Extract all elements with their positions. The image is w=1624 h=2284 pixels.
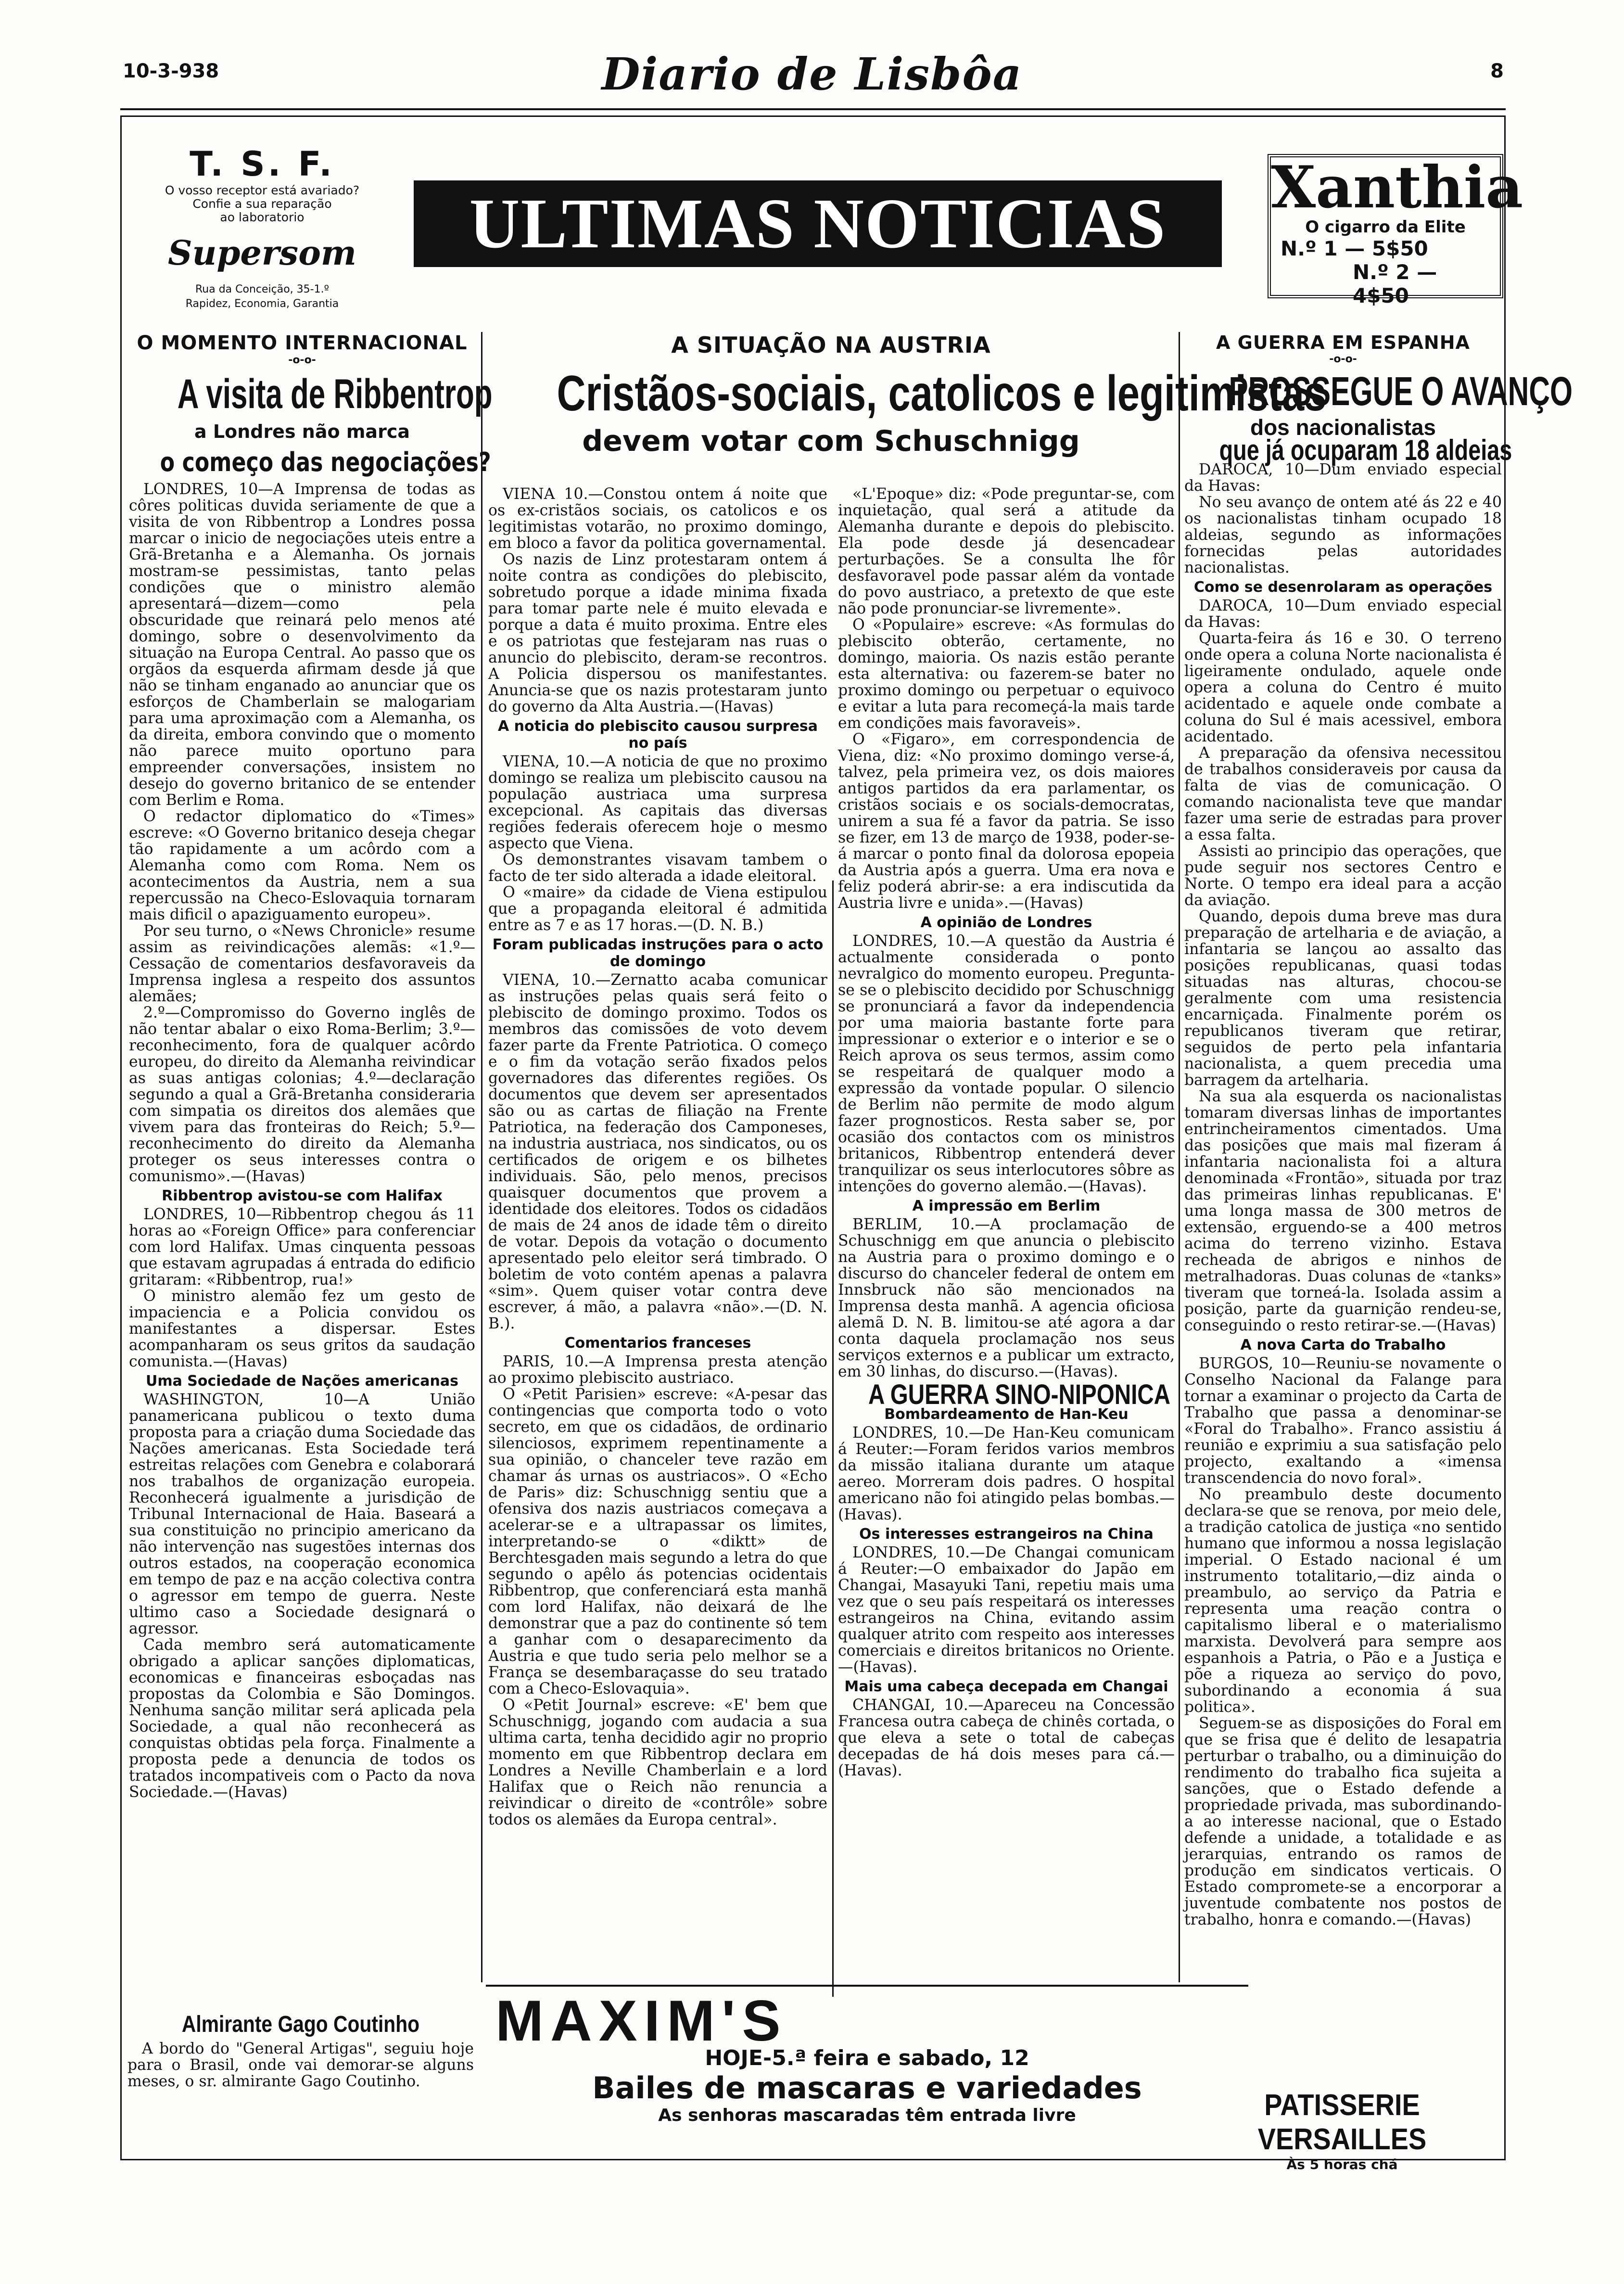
mid-column xyxy=(838,486,1175,1779)
center-column xyxy=(488,486,827,1828)
article-paragraph: O «Figaro», em correspondencia de Viena, diz: «No proximo domingo verse-á, talvez, pela primeira vez, os dois maiores antigos partidos da era parlamentar, os cristãos sociais e os socials-democratas, unirem a sua fé a favor da patria. Se isso se fizer, em 13 de março de 1938, poder-se-á marcar o ponto final da dolorosa epopeia da Austria após a guerra. Uma era nova e feliz poderá abrir-se: a era indiscutida da Austria livre e unida».—(Havas) xyxy=(838,731,1175,912)
article-paragraph: Por seu turno, o «News Chronicle» resume assim as reivindicações alemãs: «1.º—Cessação de comentarios desfavoraveis da Imprensa inglesa a respeito dos assuntos alemães; xyxy=(129,922,475,1005)
article-paragraph: O ministro alemão fez um gesto de impaciencia e a Policia convidou os manifestantes a dispersar. Estes acompanharam os seus gritos da saudação comunista.—(Havas) xyxy=(129,1288,475,1370)
article-paragraph: O «Populaire» escreve: «As formulas do plebiscito obterão, certamente, no domingo, maioria. Os nazis estão perante esta alternativa: ou fazerem-se bater no proximo domingo ou perpetuar o equivoco e evitar a luta para recomeçá-la mais tarde em condições mais favoraveis». xyxy=(838,616,1175,732)
article-paragraph: 2.º—Compromisso do Governo inglês de não tentar abalar o eixo Roma-Berlim; 3.º—reconhecimento, fora de qualquer acôrdo europeu, do direito da Alemanha reivindicar as suas antigas colonias; 4.º—declaração segundo a qual a Grã-Bretanha consideraria com simpatia os direitos dos alemães que vivem para das fronteiras do Reich; 5.º—reconhecimento do direito da Alemanha proteger os seus interesses contra o comunismo».—(Havas) xyxy=(129,1004,475,1185)
article-paragraph: BURGOS, 10—Reuniu-se novamente o Conselho Nacional da Falange para tornar a examinar o projecto da Carta de Trabalho que passa a denominar-se «Foral do Trabalho». Franco assistiu á reunião e exprimiu a sua satisfação pelo projecto, exaltando a «imensa transcendencia do novo foral». xyxy=(1184,1355,1502,1487)
left-subhead-2: o começo das negociações? xyxy=(160,447,491,477)
xanthia-price2: N.º 2 — 4$50 xyxy=(1353,260,1437,307)
patisserie-line1: Às 5 horas chá xyxy=(1286,2156,1398,2172)
article-paragraph: No preambulo deste documento declara-se que se renova, por meio dele, a tradição catolica de justiça «no sentido humano que informou a nossa legislação imperial. O Estado nacional é um instrumento totalitario,—diz ainda o preambulo, ao serviço da Patria e representa uma reação contra o capitalismo liberal e o materialismo marxista. Devolverá para sempre aos espanhois a Patria, o Pão e a Justiça e põe a riqueza ao serviço do povo, subordinando a economia á sua politica». xyxy=(1184,1486,1502,1716)
article-paragraph: BERLIM, 10.—A proclamação de Schuschnigg em que anuncia o plebiscito na Austria para o proximo domingo e o discurso do chanceler federal de ontem em Innsbruck não são mencionados na Imprensa desta manhã. A agencia oficiosa alemã D. N. B. limitou-se até agora a dar conta daquela proclamação nos seus serviços externos e a publicar um extracto, em 30 linhas, do discurso.—(Havas). xyxy=(838,1216,1175,1380)
article-paragraph: Cada membro será automaticamente obrigado a aplicar sanções diplomaticas, economicas e financeiras esboçadas nas propostas da Colombia e São Domingos. Nenhuma sanção militar será aplicada pela Sociedade, a qual não reconhecerá as conquistas obtidas pela força. Finalmente a proposta pede a denuncia de todos os tratados incompativeis com o Pacto da nova Sociedade.—(Havas) xyxy=(129,1636,475,1801)
almirante-text: A bordo do "General Artigas", seguiu hoje para o Brasil, onde vai demorar-se alguns meses, o sr. almirante Gago Coutinho. xyxy=(127,2040,474,2090)
newspaper-masthead: Diario de Lisbôa xyxy=(601,48,1023,100)
article-subheading: Comentarios franceses xyxy=(564,1335,751,1352)
article-paragraph: LONDRES, 10.—A questão da Austria é actualmente considerada o ponto nevralgico do momento europeu. Pregunta-se se o plebiscito decidido por Schuschnigg se pronunciará a favor da independencia por uma maioria bastante forte para impressionar o exterior e o interior e se o Reich aprova os seus termos, assim como se respeitará de qualquer modo a expressão da vontade popular. O silencio de Berlim não permite de modo algum fazer prognosticos. Resta saber se, por ocasião dos contactos com os ministros britanicos, Ribbentrop entenderá dever tranquilizar os seus interlocutores sôbre as intenções do governo alemão.—(Havas). xyxy=(838,932,1175,1195)
section-ornament: -o-o- xyxy=(1329,353,1357,365)
right-headline: PROSSEGUE O AVANÇO xyxy=(1229,369,1573,414)
article-paragraph: O «maire» da cidade de Viena estipulou que a propaganda eleitoral é admitida entre as 7 e as 17 horas.—(D. N. B.) xyxy=(488,884,827,934)
tsf-brand: Supersom xyxy=(168,233,356,273)
banner-text: ULTIMAS NOTICIAS xyxy=(469,184,1167,263)
left-subhead-1: a Londres não marca xyxy=(194,421,410,442)
article-subheading: Os interesses estrangeiros na China xyxy=(859,1526,1154,1543)
article-subheading: Bombardeamento de Han-Keu xyxy=(884,1406,1129,1423)
article-paragraph: O redactor diplomatico do «Times» escreve: «O Governo britanico deseja chegar tão rapidamente a um acôrdo com a Alemanha como com Roma. Nem os acontecimentos da Austria, nem a sua repercussão na Checo-Eslovaquia tornaram mais dificil o apaziguamento europeu». xyxy=(129,808,475,923)
xanthia-advert xyxy=(1268,153,1523,307)
left-headline: A visita de Ribbentrop xyxy=(177,371,493,417)
article-paragraph: O «Petit Journal» escreve: «E' bem que Schuschnigg, jogando com audacia a sua ultima carta, tenha decidido agir no proprio momento em que Ribbentrop declara em Londres a Neville Chamberlain e a lord Halifax que o Reich não renuncia a reivindicar o direito de «contrôle» sobre todos os alemães da Europa central». xyxy=(488,1697,827,1828)
left-column xyxy=(129,332,493,1801)
article-paragraph: Assisti ao principio das operações, que pude seguir nos sectores Centro e Norte. O tempo era ideal para a acção da aviação. xyxy=(1184,842,1502,909)
center-headline: Cristãos-sociais, catolicos e legitimistas xyxy=(557,366,1327,421)
center-section-title: A SITUAÇÃO NA AUSTRIA xyxy=(671,332,991,358)
masthead-rule xyxy=(120,108,1506,110)
article-paragraph: LONDRES, 10—Ribbentrop chegou ás 11 horas ao «Foreign Office» para conferenciar com lord Halifax. Umas cinquenta pessoas que estavam agrupadas á entrada do edificio gritaram: «Ribbentrop, rua!» xyxy=(129,1206,475,1289)
article-paragraph: No seu avanço de ontem até ás 22 e 40 os nacionalistas tinham ocupado 18 aldeias, segundo as informações fornecidas pelas autoridades nacionalistas. xyxy=(1184,494,1502,576)
article-paragraph: LONDRES, 10—A Imprensa de todas as côres politicas duvida seriamente de que a visita de von Ribbentrop a Londres possa marcar o inicio de negociações uteis entre a Grã-Bretanha e a Alemanha. Os jornais mostram-se pessimistas, tanto pelas condições que o ministro alemão apresentará—dizem—como pela obscuridade que reinará pelo menos até domingo, sobre o desenvolvimento da situação na Europa Central. Ao passo que os orgãos da esquerda afirmam desde já que não se tinham enganado ao anunciar que os esforços de Chamberlain se malogariam para uma aproximação com a Alemanha, os da direita, embora convindo que o momento não parece muito oportuno para empreender conversações, insistem no desejo do governo britanico de se entender com Berlim e Roma. xyxy=(129,481,475,809)
article-paragraph: PARIS, 10.—A Imprensa presta atenção ao proximo plebiscito austriaco. xyxy=(488,1353,827,1387)
article-paragraph: Quando, depois duma breve mas dura preparação de artelharia e de aviação, a infantaria se lançou ao assalto das posições republicanas, quasi todas situadas nas alturas, chocou-se geralmente com uma resistencia encarniçada. Finalmente porém os republicanos tiveram que retirar, seguidos de perto pela infantaria nacionalista, a quem precedia uma barragem da artelharia. xyxy=(1184,908,1502,1089)
article-paragraph: A preparação da ofensiva necessitou de trabalhos consideraveis por causa da falta de vias de comunicação. O comando nacionalista teve que mandar fazer uma serie de estradas para prover a essa falta. xyxy=(1184,744,1502,843)
page-number: 8 xyxy=(1490,60,1504,82)
article-paragraph: O «Petit Parisien» escreve: «A-pesar das contingencias que comporta todo o voto secreto, em que os cidadãos, de ordinario silenciosos, exprimem repentinamente a sua opinião, o chanceler teve razão em chamar ás urnas os austriacos». O «Echo de Paris» diz: Schuschnigg sentiu que a ofensiva dos nazis austriacos começava a acelerar-se e a ultrapassar os limites, interpretando-se o «diktt» de Berchtesgaden mais segundo a letra do que segundo o apêlo ás potencias ocidentais Ribbentrop, que conferenciará esta manhã com lord Halifax, não deixará de lhe demonstrar que a paz do continente só tem a ganhar com o desaparecimento da Austria e que tudo seria pelo melhor se a França se desembaraçasse do seu tratado com a Checo-Eslovaquia». xyxy=(488,1386,827,1697)
tsf-advert xyxy=(123,144,402,311)
section-ornament: -o-o- xyxy=(288,354,316,366)
tsf-slogan: Rapidez, Economia, Garantia xyxy=(185,298,339,310)
almirante-notice xyxy=(127,2011,474,2090)
right-section-title: A GUERRA EM ESPANHA xyxy=(1216,332,1470,353)
xanthia-tagline: O cigarro da Elite xyxy=(1305,217,1466,237)
maxims-brand: MAXIM'S xyxy=(495,1989,787,2053)
center-header xyxy=(488,332,1327,458)
latest-news-banner xyxy=(414,180,1222,267)
column-rule xyxy=(1179,332,1180,1982)
article-subheading: Mais uma cabeça decepada em Changai xyxy=(844,1678,1168,1695)
patisserie-advert xyxy=(1188,2088,1496,2172)
article-subheading: A opinião de Londres xyxy=(920,914,1092,931)
article-subheading: A noticia do plebiscito causou surpresa no país xyxy=(497,718,818,752)
article-paragraph: Quarta-feira ás 16 e 30. O terreno onde opera a coluna Norte nacionalista é ligeiramente ondulado, aquele onde opera a coluna do Centro é muito acidentado e aquele onde combate a coluna do Sul é mais acessivel, embora acidentado. xyxy=(1184,630,1502,745)
xanthia-brand: Xanthia xyxy=(1271,153,1523,221)
article-subheading: Foram publicadas instruções para o acto de domingo xyxy=(492,936,824,970)
article-paragraph: Os demonstrantes visavam tambem o facto de ter sido alterada a idade eleitoral. xyxy=(488,851,827,885)
maxims-line2: Bailes de mascaras e variedades xyxy=(592,2070,1142,2105)
article-paragraph: Na sua ala esquerda os nacionalistas tomaram diversas linhas de importantes entrincheiramentos cimentados. Uma das posições que mais mal fizeram á infantaria nacionalista foi a altura denominada «Frontão», situada por traz das primeiras linhas republicanas. E' uma longa massa de 300 metros de extensão, erguendo-se a 400 metros acima do terreno vizinho. Estava recheada de abrigos e ninhos de metralhadoras. Duas colunas de «tanks» tiveram que torneá-la. Isolada assim a posição, parte da guarnição rendeu-se, conseguindo o resto retirar-se.—(Havas) xyxy=(1184,1088,1502,1334)
article-paragraph: Os nazis de Linz protestaram ontem á noite contra as condições do plebiscito, sobretudo porque a idade minima fixada para tomar parte nele é muito elevada e porque a data é muito proxima. Entre eles e os patriotas que festejaram nas ruas o anuncio do plebiscito, deram-se recontros. A Policia dispersou os manifestantes. Anuncia-se que os nazis protestaram junto do governo da Alta Austria.—(Havas) xyxy=(488,551,827,715)
article-subheading: Ribbentrop avistou-se com Halifax xyxy=(162,1187,443,1204)
page-date: 10-3-938 xyxy=(123,60,219,82)
maxims-line1: HOJE-5.ª feira e sabado, 12 xyxy=(705,2046,1029,2070)
tsf-title: T. S. F. xyxy=(190,144,335,184)
center-subhead: devem votar com Schuschnigg xyxy=(582,424,1080,458)
article-paragraph: VIENA 10.—Constou ontem á noite que os ex-cristãos sociais, os catolicos e os legitimistas votarão, no proximo domingo, em bloco a favor da politica governamental. xyxy=(488,485,827,552)
article-subheading: A nova Carta do Trabalho xyxy=(1240,1337,1446,1353)
article-paragraph: «L'Epoque» diz: «Pode preguntar-se, com inquietação, qual será a atitude da Alemanha durante e depois do plebiscito. Ela pode desde já desencadear perturbações. Se a consulta lhe fôr desfavoravel pode passar além da vontade do povo austriaco, a pretexto de que este não pode pronunciar-se livremente». xyxy=(838,485,1175,617)
maxims-line3: As senhoras mascaradas têm entrada livre xyxy=(658,2105,1076,2125)
almirante-title: Almirante Gago Coutinho xyxy=(181,2012,420,2037)
patisserie-brand: PATISSERIE VERSAILLES xyxy=(1257,2089,1427,2156)
right-column xyxy=(1184,332,1573,1928)
article-paragraph: LONDRES, 10.—De Han-Keu comunicam á Reuter:—Foram feridos varios membros da missão italiana durante um ataque aereo. Morreram dois padres. O hospital americano não foi atingido pelas bombas.—(Havas). xyxy=(838,1424,1175,1523)
article-paragraph: DAROCA, 10—Dum enviado especial da Havas: xyxy=(1184,461,1502,495)
tsf-line3: ao laboratorio xyxy=(220,210,304,224)
xanthia-price1: N.º 1 — 5$50 xyxy=(1281,237,1428,260)
maxims-advert xyxy=(486,1989,1248,2125)
tsf-line1: O vosso receptor está avariado? xyxy=(165,183,360,197)
article-paragraph: CHANGAI, 10.—Apareceu na Concessão Francesa outra cabeça de chinês cortada, o que eleva a sete o total de cabeças decepadas de há dois meses para cá.—(Havas). xyxy=(838,1697,1175,1779)
article-paragraph: LONDRES, 10.—De Changai comunicam á Reuter:—O embaixador do Japão em Changai, Masayuki Tani, repetiu mais uma vez que o seu país respeitará os interesses estrangeiros na China, evitando assim qualquer atrito com respeito aos interesses comerciais e direitos britanicos no Oriente.—(Havas). xyxy=(838,1544,1175,1676)
article-paragraph: VIENA, 10.—Zernatto acaba comunicar as instruções pelas quais será feito o plebiscito de domingo proximo. Todos os membros das comissões de voto devem fazer parte da Frente Patriotica. O começo e o fim da votação serão fixados pelos governadores das diferentes regiões. Os documentos que devem ser apresentados são ou as cartas de filiação na Frente Patriotica, na federação dos Camponeses, na industria austriaca, nos sindicatos, ou os certificados de origem e os bilhetes individuais. São, pelo menos, precisos quaisquer documentos que provem a identidade dos eleitores. Todos os cidadãos de mais de 24 anos de idade têm o direito de votar. Depois da votação o documento apresentado pelo eleitor será timbrado. O boletim de voto contém apenas a palavra «sim». Quem quiser votar contra deve escrever, á mão, a palavra «não».—(D. N. B.). xyxy=(488,971,827,1332)
article-paragraph: DAROCA, 10—Dum enviado especial da Havas: xyxy=(1184,597,1502,631)
right-subhead-1: dos nacionalistas xyxy=(1250,415,1436,440)
article-paragraph: VIENA, 10.—A noticia de que no proximo domingo se realiza um plebiscito causou na população austriaca uma surpresa excepcional. As capitais das diversas regiões federais oferecem hoje o mesmo aspecto que Viena. xyxy=(488,753,827,852)
left-section-title: O MOMENTO INTERNACIONAL xyxy=(137,332,468,354)
article-subheading: Como se desenrolaram as operações xyxy=(1193,579,1493,596)
column-rule xyxy=(832,880,834,1997)
column-rule xyxy=(481,332,482,1982)
article-subheading: Uma Sociedade de Nações americanas xyxy=(146,1373,458,1390)
tsf-address: Rua da Conceição, 35-1.º xyxy=(195,283,329,295)
right-subhead-2: que já ocuparam 18 aldeias xyxy=(1219,434,1512,466)
article-paragraph: WASHINGTON, 10—A União panamericana publicou o texto duma proposta para a criação duma Sociedade das Nações americanas. Esta Sociedade terá estreitas relações com Genebra e colaborará nos trabalhos de organização europeia. Reconhecerá igualmente a jurisdição de Tribunal Internacional de Haia. Baseará a sua constituição no principio americano da não intervenção nas sugestões internas dos outros estados, na cooperação economica em tempo de paz e na acção colectiva contra o agressor em tempo de guerra. Neste ultimo caso a Sociedade designará o agressor. xyxy=(129,1391,475,1637)
tsf-line2: Confie a sua reparação xyxy=(192,197,332,211)
war-headline: A GUERRA SINO-NIPONICA xyxy=(868,1379,1170,1410)
article-subheading: A impressão em Berlim xyxy=(912,1198,1101,1214)
advert-rule xyxy=(486,1985,1248,1987)
article-paragraph: Seguem-se as disposições do Foral em que se frisa que é delito de lesapatria perturbar o trabalho, ou a diminuição do rendimento do trabalho fica sujeita a sanções, que o Estado defende a propriedade privada, mas subordinando-a ao interesse nacional, que o Estado defende a unidade, a totalidade e as jerarquias, entrando os ramos de produção em sindicatos verticais. O Estado compromete-se a encorporar a juventude combatente nos postos de trabalho, honra e comando.—(Havas) xyxy=(1184,1715,1502,1928)
